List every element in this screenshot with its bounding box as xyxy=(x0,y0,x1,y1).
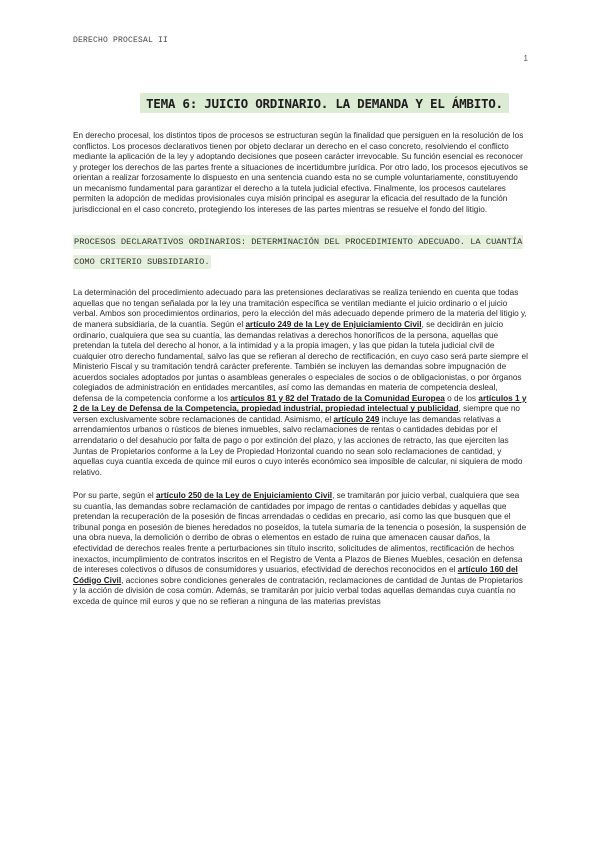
section-heading: PROCESOS DECLARATIVOS ORDINARIOS: DETERMINACIÓN DEL PROCEDIMIENTO ADECUADO. LA CUANTÍA COMO CRITERIO SUBSIDIARIO. xyxy=(74,237,523,267)
law-reference-competition-law: artículos 1 y 2 de la Ley de Defensa de la Competencia, propiedad industrial, propiedad intelectual y publicidad xyxy=(73,393,527,414)
text-run: , siempre que no versen exclusivamente sobre reclamaciones de cantidad. Asimismo, el xyxy=(73,404,520,424)
title-block xyxy=(140,93,509,113)
section-heading-block xyxy=(73,231,529,270)
paragraph-verbal-trial xyxy=(73,491,529,607)
law-reference-treaty-ec: artículos 81 y 82 del Tratado de la Comunidad Europea xyxy=(230,393,445,403)
running-header: DERECHO PROCESAL II xyxy=(73,36,169,45)
text-run: La determinación del procedimiento adecuado para las pretensiones declarativas se realiza teniendo en cuenta que todas aquellas que no tengan señalada por la ley una tramitación específica se ventilan mediante el juicio ordinario o el juicio verbal. Ambos son procedimientos ordinarios, pero la elección del más adecuado depende primero de la materia del litigio y, de manera subsidiaria, de la cuantía. Según el xyxy=(73,288,527,330)
law-reference-art249: artículo 249 xyxy=(333,414,380,424)
page-number: 1 xyxy=(523,54,528,63)
text-run: , acciones sobre condiciones generales de contratación, reclamaciones de cantidad de Juntas de Propietarios y la acción de división de cosa común. Además, se tramitarán por juicio verbal todas aquellas demandas cuya cuantía no exceda de quince mil euros y que no se refieran a ninguna de las materias previstas xyxy=(73,575,523,606)
text-run: , se decidirán en juicio ordinario, cualquiera que sea su cuantía, las demandas relativas a derechos honoríficos de la persona, aquellas que pretendan la tutela del derecho al honor, a la intimidad y a la propia imagen, y las que pidan la tutela judicial civil de cualquier otro derecho fundamental, salvo las que se refieran al derecho de rectificación, en cuyo caso será parte siempre el Ministerio Fiscal y su tramitación tendrá carácter preferente. También se incluyen las demandas sobre impugnación de acuerdos sociales adoptados por juntas o asambleas generales o especiales de socios o de obligacionistas, o por órganos colegiados de administración en entidades mercantiles, así como las demandas en materia de competencia desleal, defensa de la competencia conforme a los xyxy=(73,320,528,403)
paragraph-procedure xyxy=(73,288,529,478)
page-title: TEMA 6: JUICIO ORDINARIO. LA DEMANDA Y EL ÁMBITO. xyxy=(140,93,509,113)
law-reference-art250-lec: artículo 250 de la Ley de Enjuiciamiento Civil xyxy=(156,491,333,501)
intro-paragraph: En derecho procesal, los distintos tipos de procesos se estructuran según la finalidad que persiguen en la resolución de los conflictos. Los procesos declarativos tienen por objeto declarar un derecho en el caso concreto, resolviendo el conflicto mediante la aplicación de la ley y adoptando decisiones que poseen carácter irrevocable. Su función esencial es reconocer y proteger los derechos de las partes frente a situaciones de incertidumbre jurídica. Por otro lado, los procesos ejecutivos se orientan a realizar forzosamente lo dispuesto en una sentencia cuando esta no se cumple voluntariamente, constituyendo un mecanismo fundamental para garantizar el derecho a la tutela judicial efectiva. Finalmente, los procesos cautelares permiten la adopción de medidas provisionales cuya misión principal es asegurar la eficacia del resultado de la función jurisdiccional en el caso concreto, protegiendo los intereses de las partes mientras se resuelve el fondo del litigio. xyxy=(73,131,528,214)
text-run: incluye las demandas relativas a arrendamientos urbanos o rústicos de bienes inmuebles, salvo reclamaciones de rentas o cantidades debidas por el arrendatario o del desahucio por falta de pago o por extinción del plazo, y las acciones de retracto, las que ejerciten las Juntas de Propietarios conforme a la Ley de Propiedad Horizontal cuando no sean solo reclamaciones de cantidad, y aquellas cuya cuantía exceda de quince mil euros o cuyo interés económico sea imposible de calcular, ni siquiera de modo relativo. xyxy=(73,414,523,477)
law-reference-art160-cc: artículo 160 del Código Civil xyxy=(73,565,518,585)
text-run: Por su parte, según el xyxy=(73,491,157,501)
law-reference-art249-lec: artículo 249 de la Ley de Enjuiciamiento Civil xyxy=(245,320,422,330)
text-run: o de los xyxy=(444,393,479,403)
text-run: , se tramitarán por juicio verbal, cualquiera que sea su cuantía, las demandas sobre reclamación de cantidades por impago de rentas o cantidades debidas y aquellas que pretendan la recuperación de la posesión de fincas arrendadas o cedidas en precario, así como las que busquen que el tribunal ponga en posesión de bienes heredados no poseídos, la tutela sumaria de la tenencia o posesión, la suspensión de una obra nueva, la demolición o derribo de obras o elementos en estado de ruina que amenacen causar daños, la efectividad de derechos reales frente a perturbaciones sin título inscrito, solicitudes de alimentos, rectificación de hechos inexactos, incumplimiento de contratos inscritos en el Registro de Venta a Plazos de Bienes Muebles, cesación en defensa de intereses colectivos o difusos de consumidores y usuarios, efectividad de derechos reconocidos en el xyxy=(73,491,527,575)
document-body xyxy=(73,131,529,620)
